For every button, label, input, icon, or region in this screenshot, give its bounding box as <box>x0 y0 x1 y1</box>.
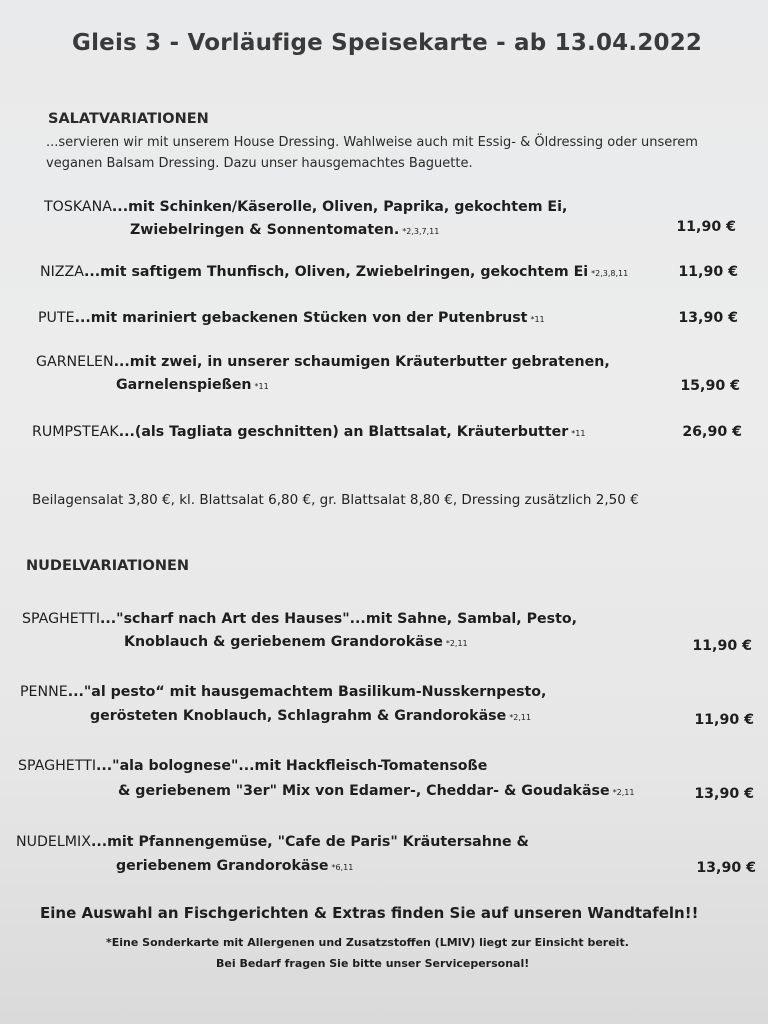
salad-toskana-price: 11,90 € <box>676 219 736 235</box>
pasta-penne-line2 <box>90 708 531 724</box>
item-name: GARNELEN <box>36 354 114 370</box>
menu-title: Gleis 3 - Vorläufige Speisekarte - ab 13.04.2022 <box>72 30 703 56</box>
footer-allergen-note: *Eine Sonderkarte mit Allergenen und Zusatzstoffen (LMIV) liegt zur Einsicht bereit. <box>106 936 629 949</box>
allergen-codes: *11 <box>571 429 586 438</box>
salad-rumpsteak-line1 <box>32 424 585 440</box>
salad-toskana-line2 <box>130 222 439 238</box>
salad-garnelen-price: 15,90 € <box>680 378 740 394</box>
salad-nizza-price: 11,90 € <box>678 264 738 280</box>
item-name: TOSKANA <box>44 199 112 215</box>
item-desc: Zwiebelringen & Sonnentomaten. <box>130 222 400 238</box>
item-desc: Garnelenspießen <box>116 377 252 393</box>
pasta-nudelmix-line1 <box>16 834 529 850</box>
salads-heading: SALATVARIATIONEN <box>48 111 209 127</box>
item-name: SPAGHETTI <box>18 758 97 774</box>
pasta-nudelmix-line2 <box>116 858 353 874</box>
allergen-codes: *2,11 <box>445 639 468 648</box>
footer-service-note: Bei Bedarf fragen Sie bitte unser Servicepersonal! <box>216 957 530 970</box>
item-desc: gerösteten Knoblauch, Schlagrahm & Grandorokäse <box>90 708 507 724</box>
item-name: PENNE <box>20 684 68 700</box>
item-desc: Knoblauch & geriebenem Grandorokäse <box>124 634 443 650</box>
item-desc: ...mit mariniert gebackenen Stücken von der Putenbrust <box>74 310 528 326</box>
item-desc: ...mit Pfannengemüse, "Cafe de Paris" Kräutersahne & <box>90 834 529 850</box>
pasta-spaghetti-scharf-line2 <box>124 634 468 650</box>
pasta-penne-line1 <box>20 684 546 700</box>
pasta-spaghetti-bolognese-line1 <box>18 758 487 774</box>
allergen-codes: *2,11 <box>509 713 532 722</box>
allergen-codes: *2,3,7,11 <box>402 227 440 236</box>
item-desc: ...mit saftigem Thunfisch, Oliven, Zwiebelringen, gekochtem Ei <box>83 264 589 280</box>
item-name: SPAGHETTI <box>22 611 101 627</box>
item-desc: ..."ala bolognese"...mit Hackfleisch-Tomatensoße <box>96 758 488 774</box>
allergen-codes: *11 <box>254 382 269 391</box>
item-name: NIZZA <box>40 264 84 280</box>
allergen-codes: *11 <box>530 315 545 324</box>
pasta-heading: NUDELVARIATIONEN <box>26 558 189 574</box>
item-desc: ...(als Tagliata geschnitten) an Blattsalat, Kräuterbutter <box>118 424 569 440</box>
item-desc: geriebenem Grandorokäse <box>116 858 329 874</box>
item-name: NUDELMIX <box>16 834 91 850</box>
item-desc: & geriebenem "3er" Mix von Edamer-, Cheddar- & Goudakäse <box>118 783 610 799</box>
salads-intro: ...servieren wir mit unserem House Dressing. Wahlweise auch mit Essig- & Öldressing oder unserem veganen Balsam Dressing. Dazu unser hausgemachtes Baguette. <box>46 135 698 171</box>
pasta-spaghetti-bolognese-line2 <box>118 783 634 799</box>
side-salads-line: Beilagensalat 3,80 €, kl. Blattsalat 6,80 €, gr. Blattsalat 8,80 €, Dressing zusätzlich 2,50 € <box>32 492 639 508</box>
pasta-spaghetti-scharf-line1 <box>22 611 577 627</box>
allergen-codes: *6,11 <box>331 863 354 872</box>
footer-fish-notice: Eine Auswahl an Fischgerichten & Extras finden Sie auf unseren Wandtafeln!! <box>40 904 699 922</box>
salad-rumpsteak-price: 26,90 € <box>682 424 742 440</box>
salad-garnelen-line2 <box>116 377 269 393</box>
pasta-nudelmix-price: 13,90 € <box>696 860 756 876</box>
item-desc: ...mit Schinken/Käserolle, Oliven, Paprika, gekochtem Ei, <box>111 199 568 215</box>
salad-pute-line1 <box>38 310 545 326</box>
salad-toskana-line1 <box>44 199 567 215</box>
salad-pute-price: 13,90 € <box>678 310 738 326</box>
pasta-spaghetti-bolognese-price: 13,90 € <box>694 786 754 802</box>
item-desc: ...mit zwei, in unserer schaumigen Kräuterbutter gebratenen, <box>113 354 610 370</box>
pasta-spaghetti-scharf-price: 11,90 € <box>692 638 752 654</box>
item-name: RUMPSTEAK <box>32 424 119 440</box>
allergen-codes: *2,3,8,11 <box>591 269 629 278</box>
item-desc: ..."al pesto“ mit hausgemachtem Basilikum-Nusskernpesto, <box>67 684 547 700</box>
salad-garnelen-line1 <box>36 354 610 370</box>
salad-nizza-line1 <box>40 264 628 280</box>
pasta-penne-price: 11,90 € <box>694 712 754 728</box>
item-desc: ..."scharf nach Art des Hauses"...mit Sahne, Sambal, Pesto, <box>100 611 578 627</box>
item-name: PUTE <box>38 310 75 326</box>
allergen-codes: *2,11 <box>612 788 635 797</box>
